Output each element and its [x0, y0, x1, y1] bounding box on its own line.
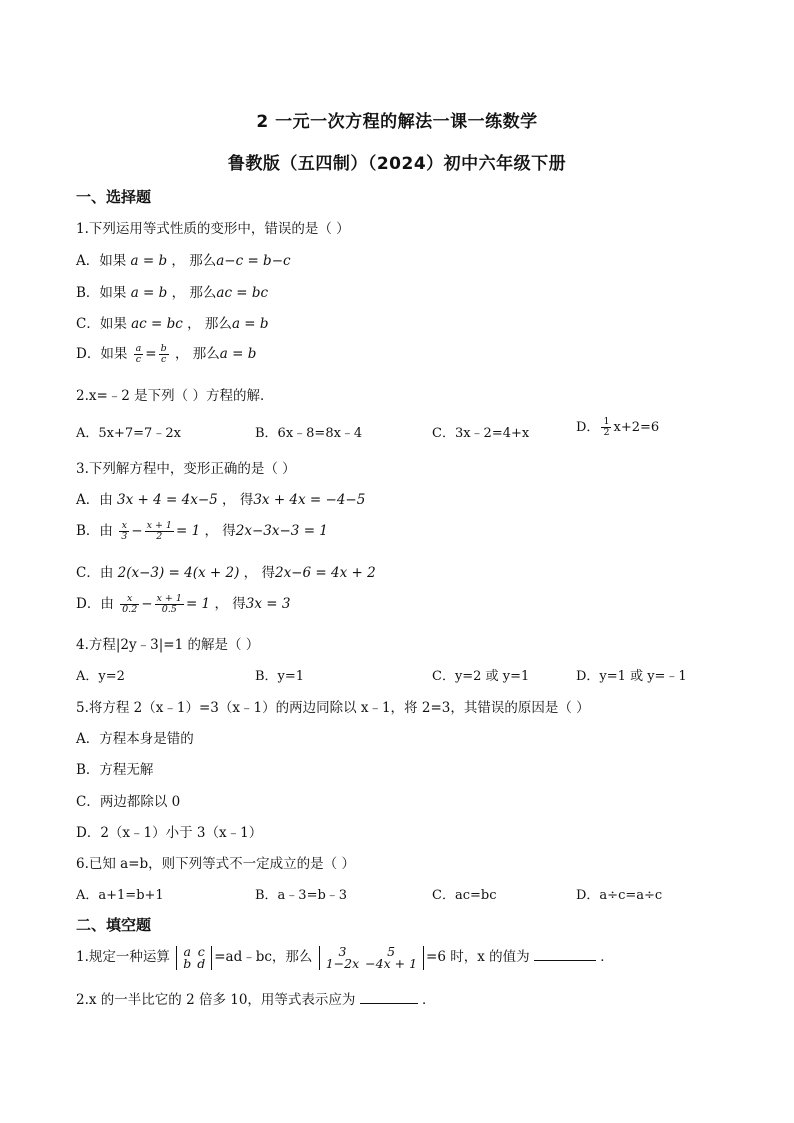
question-6-option-b: B．a﹣3=b﹣3 — [255, 888, 348, 903]
equals-sign: = — [145, 346, 157, 362]
question-1-option-c — [76, 312, 269, 332]
math-expression: 2(x−3) = 4(x + 2) — [117, 565, 240, 581]
option-text: ， 得 — [200, 523, 236, 539]
option-text: ， 得 — [210, 596, 246, 612]
fill-question-1 — [76, 945, 614, 970]
question-5-stem: 5.将方程 2（x﹣1）=3（x﹣1）的两边同除以 x﹣1，将 2=3，其错误的原因是（ ） — [76, 700, 590, 716]
question-4-option-c: C．y=2 或 y=1 — [432, 669, 530, 684]
math-expression: 3x + 4 = 4x−5 — [117, 492, 218, 508]
math-expression: a−c = b−c — [216, 253, 291, 269]
option-label: B．由 — [76, 523, 118, 539]
option-text: ， 那么 — [167, 285, 217, 301]
option-label: C．由 — [76, 565, 118, 581]
question-text: =ad﹣bc，那么 — [214, 949, 313, 965]
math-expression: a = b — [219, 346, 257, 362]
question-5-option-a: A．方程本身是错的 — [76, 731, 194, 747]
math-expression: 3x = 3 — [245, 596, 291, 612]
question-5-option-d: D．2（x﹣1）小于 3（x﹣1） — [76, 825, 263, 841]
question-text: =6 时，x 的值为 — [426, 949, 530, 965]
page-subtitle: 鲁教版（五四制）（2024）初中六年级下册 — [227, 154, 567, 174]
determinant-definition: a c b d — [176, 946, 212, 970]
math-expression: 2x−3x−3 = 1 — [235, 523, 328, 539]
question-text: 2.x 的一半比它的 2 倍多 10，用等式表示应为 — [76, 992, 356, 1008]
question-3-option-d — [76, 592, 290, 615]
math-expression: = 1 — [185, 596, 211, 612]
question-2-option-c: C．3x﹣2=4+x — [432, 426, 530, 441]
option-label: D．如果 — [76, 346, 132, 362]
fraction: $\frac{x + 1}{2}$ — [146, 520, 172, 542]
fraction: $\frac{b}{c}$ — [160, 343, 167, 365]
option-text: x+2=6 — [613, 420, 660, 435]
option-text: ， 那么 — [170, 346, 220, 362]
option-label: B．如果 — [76, 285, 131, 301]
answer-blank[interactable] — [360, 991, 418, 1004]
question-4-option-b: B．y=1 — [255, 669, 305, 684]
option-text: ， 那么 — [167, 253, 217, 269]
math-expression: 2x−6 = 4x + 2 — [274, 565, 376, 581]
fraction: $\frac{1}{2}$ — [603, 416, 610, 438]
minus-sign: − — [141, 596, 153, 612]
page-title: 2 一元一次方程的解法一课一练数学 — [256, 112, 538, 132]
math-expression: a = b — [130, 253, 168, 269]
option-label: D． — [576, 420, 600, 435]
question-text: 1.规定一种运算 — [76, 949, 170, 965]
math-expression: a = b — [130, 285, 168, 301]
question-3-option-b — [76, 519, 328, 542]
question-4-stem: 4.方程|2y﹣3|=1 的解是（ ） — [76, 637, 260, 653]
question-3-option-a — [76, 488, 365, 508]
fill-question-2 — [76, 988, 436, 1008]
question-1-option-b — [76, 281, 268, 301]
determinant-expression: 3 5 1−2x −4x + 1 — [319, 946, 424, 970]
question-3-option-c — [76, 561, 376, 581]
question-1-option-a — [76, 249, 291, 269]
option-label: D．由 — [76, 596, 119, 612]
option-label: A．如果 — [76, 253, 131, 269]
question-5-option-b: B．方程无解 — [76, 762, 154, 778]
math-expression: ac = bc — [216, 285, 269, 301]
question-6-option-c: C．ac=bc — [432, 888, 497, 903]
option-text: ， 得 — [239, 565, 275, 581]
answer-blank[interactable] — [534, 948, 596, 961]
math-expression: = 1 — [175, 523, 201, 539]
question-3-stem: 3.下列解方程中，变形正确的是（ ） — [76, 461, 296, 477]
section-heading-choice: 一、选择题 — [76, 188, 152, 206]
question-6-stem: 6.已知 a=b，则下列等式不一定成立的是（ ） — [76, 856, 355, 872]
fraction: $\frac{a}{c}$ — [135, 343, 142, 365]
minus-sign: − — [131, 523, 143, 539]
math-expression: a = b — [231, 316, 269, 332]
question-2-option-b: B．6x﹣8=8x﹣4 — [255, 426, 363, 441]
question-4-option-a: A．y=2 — [76, 669, 125, 684]
question-5-option-c: C．两边都除以 0 — [76, 794, 181, 810]
option-label: A．由 — [76, 492, 118, 508]
question-text: ． — [422, 992, 436, 1008]
question-2-option-d — [576, 416, 659, 438]
question-text: ． — [600, 949, 614, 965]
math-expression: ac = bc — [131, 316, 183, 332]
question-1-stem: 1.下列运用等式性质的变形中，错误的是（ ） — [76, 221, 350, 237]
option-text: ， 得 — [217, 492, 254, 508]
section-heading-fill: 二、填空题 — [76, 916, 152, 934]
question-1-option-d — [76, 342, 256, 365]
fraction: $\frac{x}{3}$ — [121, 520, 128, 542]
fraction: $\frac{x}{0.2}$ — [122, 593, 138, 615]
question-4-option-d: D．y=1 或 y=﹣1 — [576, 669, 687, 684]
question-2-stem: 2.x=﹣2 是下列（ ）方程的解． — [76, 388, 274, 404]
option-label: C．如果 — [76, 316, 132, 332]
question-2-option-a: A．5x+7=7﹣2x — [76, 426, 181, 441]
question-6-option-d: D．a÷c=a÷c — [576, 888, 663, 903]
math-expression: 3x + 4x = −4−5 — [253, 492, 366, 508]
option-text: ， 那么 — [182, 316, 232, 332]
question-6-option-a: A．a+1=b+1 — [76, 888, 164, 903]
fraction: $\frac{x + 1}{0.5}$ — [156, 593, 182, 615]
